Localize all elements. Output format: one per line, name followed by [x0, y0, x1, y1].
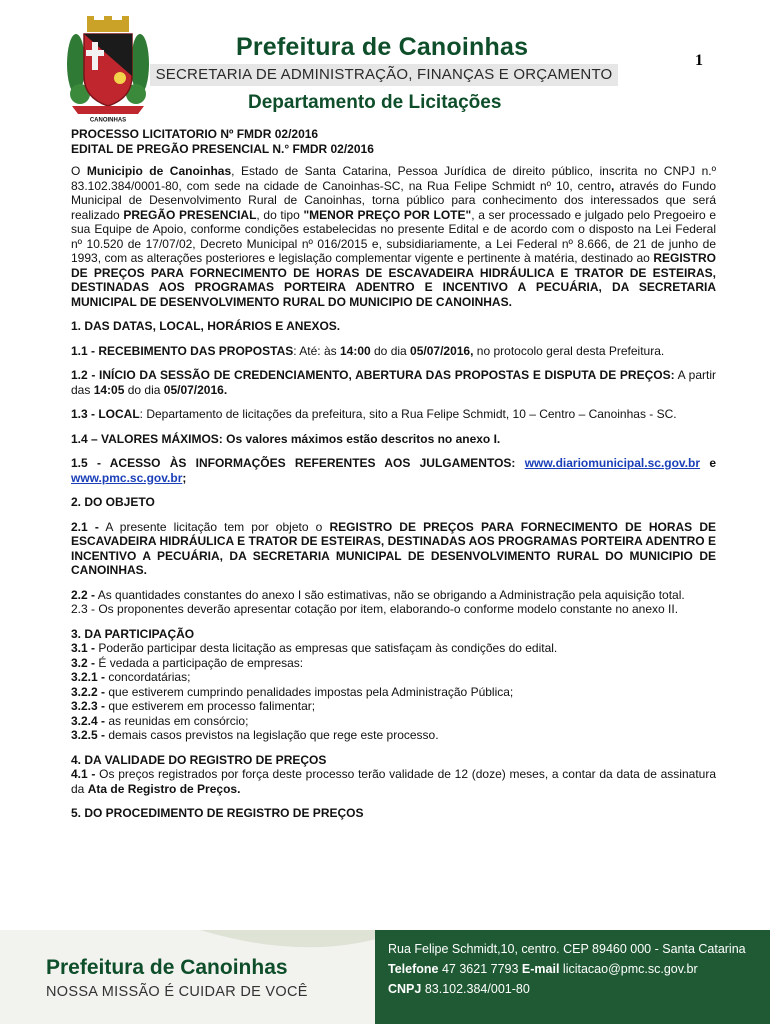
item-label: 1.5 - ACESSO ÀS INFORMAÇÕES REFERENTES AOS JULGAMENTOS:: [71, 456, 525, 470]
cnpj-number: 83.102.384/001-80: [424, 982, 530, 996]
item-1-5: [71, 456, 716, 485]
item-text: demais casos previstos na legislação que rege este processo.: [105, 728, 439, 742]
item-text: A presente licitação tem por objeto o: [98, 519, 330, 534]
email-label: E-mail: [521, 962, 560, 976]
intro-paragraph: [71, 164, 716, 309]
phone-number: 47 3621 7793: [441, 962, 519, 976]
item-text: as reunidas em consórcio;: [105, 713, 249, 728]
intro-text: , Estado de Santa Catarina, Pessoa Jurídica de direito público, inscrita no CNPJ n.º 83.102.384/0001-80, com sede na cidade de Canoinhas-SC, na Rua Felipe Schmidt nº 10, centro: [71, 164, 717, 193]
item-label: 3.2.5 -: [71, 728, 106, 742]
item-3-2-1: [71, 670, 716, 685]
item-bold: 14:05: [93, 382, 125, 397]
item-1-2: [71, 368, 716, 397]
header-secretaria: SECRETARIA DE ADMINISTRAÇÃO, FINANÇAS E ORÇAMENTO: [155, 66, 613, 83]
item-label: 2.1 -: [71, 519, 99, 534]
footer-phone-email-line: [388, 962, 698, 976]
item-1-4: 1.4 – VALORES MÁXIMOS: Os valores máximos estão descritos no anexo I.: [71, 431, 501, 446]
item-label: 3.2.1 -: [71, 670, 106, 684]
item-text: no protocolo geral desta Prefeitura.: [473, 343, 665, 358]
intro-bold: REGISTRO DE PREÇOS PARA FORNECIMENTO DE HORAS DE ESCAVADEIRA HIDRÁULICA E TRATOR DE ESTEIRAS, DESTINADAS AOS PROGRAMAS PORTEIRA ADENTRO E INCENTIVO A PECUÁRIA, DA SECRETARIA MUNICIPAL DE DESENVOLVIMENTO RURAL DO MUNICIPIO DE CANOINHAS.: [71, 251, 716, 309]
item-2-1: [71, 520, 716, 578]
email-address[interactable]: licitacao@pmc.sc.gov.br: [562, 962, 698, 976]
item-bold: REGISTRO DE PREÇOS PARA FORNECIMENTO DE HORAS DE ESCAVADEIRA HIDRÁULICA E TRATOR DE ESTEIRAS, DESTINADAS AOS PROGRAMAS PORTEIRA ADENTRO E INCENTIVO A PECUÁRIA, DA SECRETARIA MUNICIPAL DE DESENVOLVIMENTO RURAL DO MUNICIPIO DE CANOINHAS.: [71, 519, 717, 577]
item-2-2: [71, 588, 716, 603]
header-title: Prefeitura de Canoinhas: [236, 33, 529, 61]
pmc-website-link[interactable]: www.pmc.sc.gov.br: [71, 470, 183, 485]
intro-text: O: [71, 164, 87, 178]
item-label: 3.2.2 -: [71, 684, 106, 699]
phone-label: Telefone: [388, 962, 439, 976]
item-text: : Departamento de licitações da prefeitura, sito a Rua Felipe Schmidt, 10 – Centro – Canoinhas - SC.: [139, 407, 677, 421]
section-4-title: 4. DA VALIDADE DO REGISTRO DE PREÇOS: [71, 752, 327, 767]
item-label: 1.3 - LOCAL: [71, 407, 140, 421]
item-3-2: [71, 656, 716, 671]
item-text: : Até: às: [293, 343, 340, 358]
item-text: A partir das: [71, 368, 716, 397]
item-text: que estiverem em processo falimentar;: [105, 699, 316, 713]
section-2-title: 2. DO OBJETO: [71, 495, 155, 509]
item-label: 3.1 -: [71, 641, 96, 655]
footer-address: Rua Felipe Schmidt,10, centro. CEP 89460 000 - Santa Catarina: [388, 942, 746, 956]
item-bold: 05/07/2016,: [410, 343, 474, 358]
item-bold: 05/07/2016.: [163, 382, 228, 397]
item-label: 4.1 -: [71, 767, 96, 781]
item-3-2-3: [71, 699, 716, 714]
footer-title: Prefeitura de Canoinhas: [46, 956, 288, 979]
item-3-1: [71, 641, 716, 656]
item-text: e: [700, 456, 716, 470]
intro-text: , a ser processado e julgado pelo Pregoeiro e sua Equipe de Apoio, conforme condições estabelecidas no presente Edital e de acordo com o disposto na Lei Federal nº 10.520 de 17/07/02, Decreto Municipal nº 016/2015 e, subsidiariamente, a Lei Federal nº 8.666, de 21 de junho de 1993, com as alterações posteriores e legislação complementar vigente e pertinente à matéria, destinado ao: [71, 207, 717, 265]
item-text: ;: [182, 470, 187, 485]
item-text: concordatárias;: [105, 670, 191, 684]
section-3-title: 3. DA PARTICIPAÇÃO: [71, 626, 195, 641]
document-body: [71, 127, 716, 821]
item-1-3: [71, 407, 716, 422]
intro-bold: PREGÃO PRESENCIAL: [123, 207, 257, 222]
item-bold: Ata de Registro de Preços.: [87, 781, 241, 796]
page-footer: [0, 930, 770, 1024]
item-text: Poderão participar desta licitação as empresas que satisfaçam às condições do edital.: [95, 641, 558, 655]
municipal-coat-of-arms-icon: [62, 14, 154, 124]
item-label: 1.1 - RECEBIMENTO DAS PROPOSTAS: [71, 343, 294, 358]
item-1-1: [71, 344, 716, 359]
intro-text: , do tipo: [256, 207, 304, 222]
item-2-3: 2.3 - Os proponentes deverão apresentar cotação por item, elaborando-o conforme modelo constante no anexo II.: [71, 602, 679, 616]
diario-municipal-link[interactable]: www.diariomunicipal.sc.gov.br: [524, 456, 701, 470]
item-text: que estiverem cumprindo penalidades impostas pela Administração Pública;: [105, 684, 514, 699]
doc-heading-edital: EDITAL DE PREGÃO PRESENCIAL N.° FMDR 02/2016: [71, 141, 374, 156]
item-4-1: [71, 767, 716, 796]
item-bold: 14:00: [339, 343, 371, 358]
item-label: 3.2 -: [71, 655, 96, 670]
item-text: Os preços registrados por força deste processo terão validade de 12 (doze) meses, a contar da data de assinatura da: [71, 767, 716, 796]
intro-text: através do Fundo Municipal de Desenvolvimento Rural de Canoinhas, torna público para conhecimento dos interessados que será realizado: [71, 178, 716, 222]
footer-cnpj-line: [388, 982, 530, 996]
page-header: [0, 0, 770, 125]
item-text: do dia: [370, 343, 411, 358]
cnpj-label: CNPJ: [388, 982, 422, 996]
item-label: 3.2.4 -: [71, 713, 106, 728]
footer-slogan: NOSSA MISSÃO É CUIDAR DE VOCÊ: [46, 984, 308, 1000]
item-3-2-5: [71, 728, 716, 743]
section-5-title: 5. DO PROCEDIMENTO DE REGISTRO DE PREÇOS: [71, 806, 364, 820]
item-label: 3.2.3 -: [71, 699, 106, 713]
intro-bold: Municipio de Canoinhas: [86, 164, 232, 178]
header-department: Departamento de Licitações: [248, 92, 502, 113]
item-3-2-2: [71, 685, 716, 700]
item-label: 2.2 -: [71, 587, 96, 602]
item-label: 1.2 - INÍCIO DA SESSÃO DE CREDENCIAMENTO, ABERTURA DAS PROPOSTAS E DISPUTA DE PREÇOS:: [71, 368, 675, 382]
intro-bold: "MENOR PREÇO POR LOTE": [303, 207, 472, 222]
page-number: 1: [695, 52, 703, 69]
item-text: As quantidades constantes do anexo I são estimativas, não se obrigando a Administração pela aquisição total.: [95, 587, 685, 602]
doc-heading-processo: PROCESSO LICITATORIO Nº FMDR 02/2016: [71, 127, 319, 141]
item-text: É vedada a participação de empresas:: [95, 655, 304, 670]
section-1-title: 1. DAS DATAS, LOCAL, HORÁRIOS E ANEXOS.: [71, 319, 341, 333]
item-text: do dia: [124, 382, 164, 397]
intro-bold: ,: [611, 178, 615, 193]
crest-caption: CANOINHAS: [89, 117, 127, 124]
item-3-2-4: [71, 714, 716, 729]
